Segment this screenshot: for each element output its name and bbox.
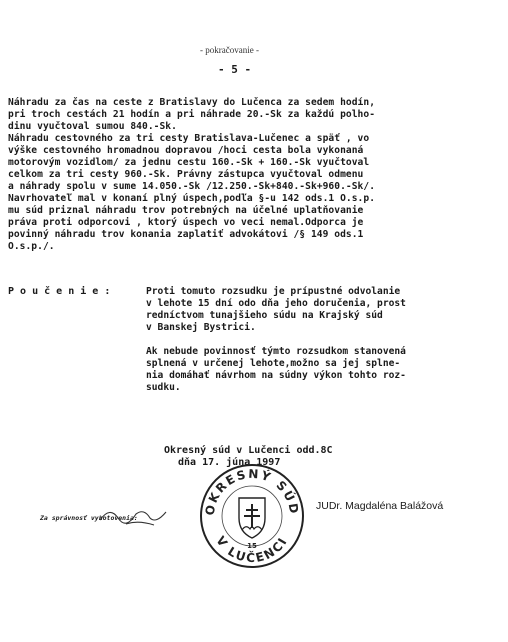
body-line: Náhradu za čas na ceste z Bratislavy do Lučenca za sedem hodín, [8, 97, 376, 108]
instruction-label: P o u č e n i e : [8, 286, 111, 297]
body-line: dinu vyučtoval sumou 840.-Sk. [8, 121, 177, 132]
body-line: povinný náhradu trov konania zaplatiť advokátovi /§ 149 ods.1 [8, 229, 364, 240]
body-line: výške cestovného hromadnou dopravou /hoci cesta bola vykonaná [8, 145, 364, 156]
instruction-line: v lehote 15 dní odo dňa jeho doručenia, prost [146, 298, 406, 309]
seal-bottom-text: V LUČENCI [213, 533, 291, 566]
instruction-line: Ak nebude povinnosť týmto rozsudkom stanovená [146, 346, 406, 357]
instruction-line: redníctvom tunajšieho súdu na Krajský súd [146, 310, 383, 321]
judge-name: JUDr. Magdaléna Balážová [316, 500, 444, 512]
certification-note: Za správnosť vyhotovenia: [40, 514, 138, 522]
body-line: práva proti odporcovi , ktorý úspech vo veci nemal.Odporca je [8, 217, 364, 228]
page-number: - 5 - [218, 63, 252, 76]
court-name: Okresný súd v Lučenci odd.8C [164, 445, 333, 456]
coat-of-arms-icon [239, 498, 265, 538]
instruction-line: splnená v určenej lehote,možno sa jej splne- [146, 358, 401, 369]
body-line: pri troch cestách 21 hodín a pri náhrade 20.-Sk za každú polho- [8, 109, 376, 120]
continuation-header: - pokračovanie - [200, 45, 259, 55]
court-seal [198, 462, 306, 570]
instruction-line: sudku. [146, 382, 181, 393]
instruction-line: v Banskej Bystrici. [146, 322, 256, 333]
instruction-line: nia domáhať návrhom na súdny výkon tohto roz- [146, 370, 406, 381]
instruction-line: Proti tomuto rozsudku je prípustné odvolanie [146, 286, 401, 297]
body-line: motorovým vozidlom/ za jednu cestu 160.-Sk + 160.-Sk vyučtoval [8, 157, 370, 168]
seal-top-text: OKRESNÝ SÚD [202, 466, 302, 517]
body-line: O.s.p./. [8, 241, 55, 252]
decision-date: dňa 17. júna 1997 [178, 457, 281, 468]
body-line: mu súd priznal náhradu trov potrebných na účelné uplatňovanie [8, 205, 364, 216]
body-line: Náhradu cestovného za tri cesty Bratislava-Lučenec a späť , vo [8, 133, 370, 144]
body-line: a náhrady spolu v sume 14.050.-Sk /12.250.-Sk+840.-Sk+960.-Sk/. [8, 181, 376, 192]
body-line: Navrhovateľ mal v konaní plný úspech,podľa §-u 142 ods.1 O.s.p. [8, 193, 376, 204]
body-line: celkom za tri cesty 960.-Sk. Právny zástupca vyučtoval odmenu [8, 169, 364, 180]
handwritten-signature [96, 500, 176, 530]
seal-number: 15 [247, 542, 257, 550]
